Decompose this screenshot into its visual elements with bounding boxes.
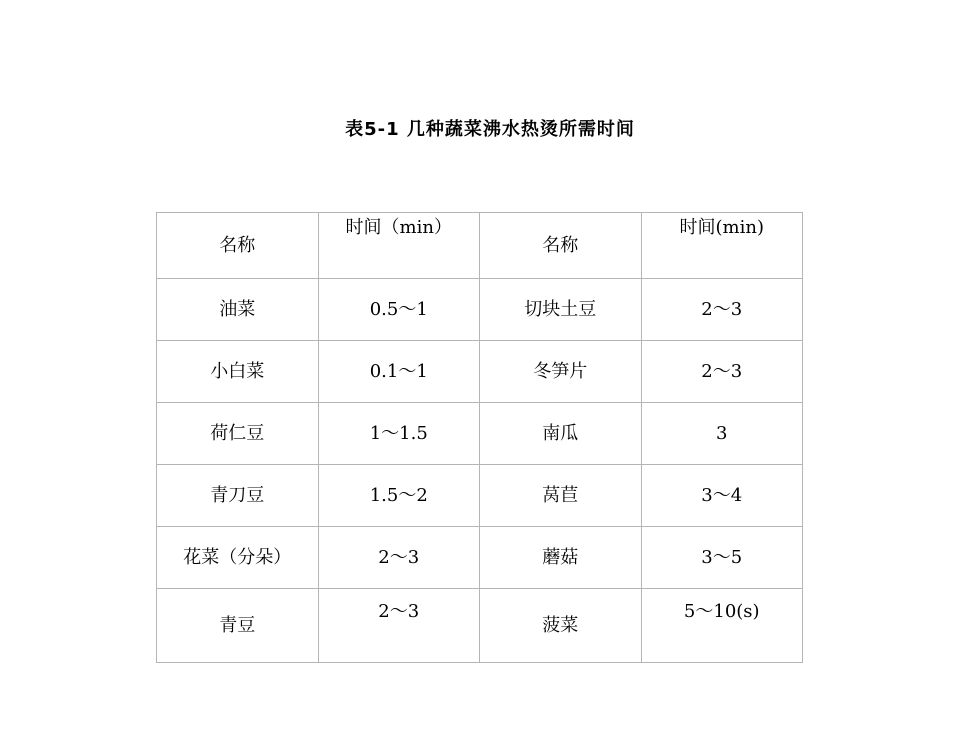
cell-time: 0.1～1 xyxy=(318,341,480,403)
cell-time: 2～3 xyxy=(318,589,480,663)
cell-time: 2～3 xyxy=(641,279,803,341)
cell-name: 小白菜 xyxy=(157,341,319,403)
cell-time: 3 xyxy=(641,403,803,465)
cell-name: 冬笋片 xyxy=(480,341,642,403)
cell-name: 切块土豆 xyxy=(480,279,642,341)
vegetable-blanching-table xyxy=(156,212,803,663)
header-name-2: 名称 xyxy=(480,213,642,279)
cell-time: 3～4 xyxy=(641,465,803,527)
cell-name: 花菜（分朵） xyxy=(157,527,319,589)
table-row xyxy=(157,589,803,663)
table-row xyxy=(157,403,803,465)
header-time-2: 时间(min) xyxy=(641,213,803,279)
table-row xyxy=(157,527,803,589)
cell-time: 2～3 xyxy=(318,527,480,589)
cell-time: 1～1.5 xyxy=(318,403,480,465)
cell-name: 油菜 xyxy=(157,279,319,341)
cell-name: 莴苣 xyxy=(480,465,642,527)
cell-name: 菠菜 xyxy=(480,589,642,663)
header-name-1: 名称 xyxy=(157,213,319,279)
cell-name: 蘑菇 xyxy=(480,527,642,589)
cell-time: 2～3 xyxy=(641,341,803,403)
cell-name: 南瓜 xyxy=(480,403,642,465)
table-row xyxy=(157,279,803,341)
cell-time: 3～5 xyxy=(641,527,803,589)
cell-name: 青豆 xyxy=(157,589,319,663)
table-header-row xyxy=(157,213,803,279)
cell-time: 1.5～2 xyxy=(318,465,480,527)
table-row xyxy=(157,341,803,403)
cell-time: 0.5～1 xyxy=(318,279,480,341)
table-row xyxy=(157,465,803,527)
cell-name: 青刀豆 xyxy=(157,465,319,527)
table-title: 表5-1 几种蔬菜沸水热烫所需时间 xyxy=(345,119,635,140)
cell-time: 5～10(s) xyxy=(641,589,803,663)
header-time-1: 时间（min） xyxy=(318,213,480,279)
cell-name: 荷仁豆 xyxy=(157,403,319,465)
